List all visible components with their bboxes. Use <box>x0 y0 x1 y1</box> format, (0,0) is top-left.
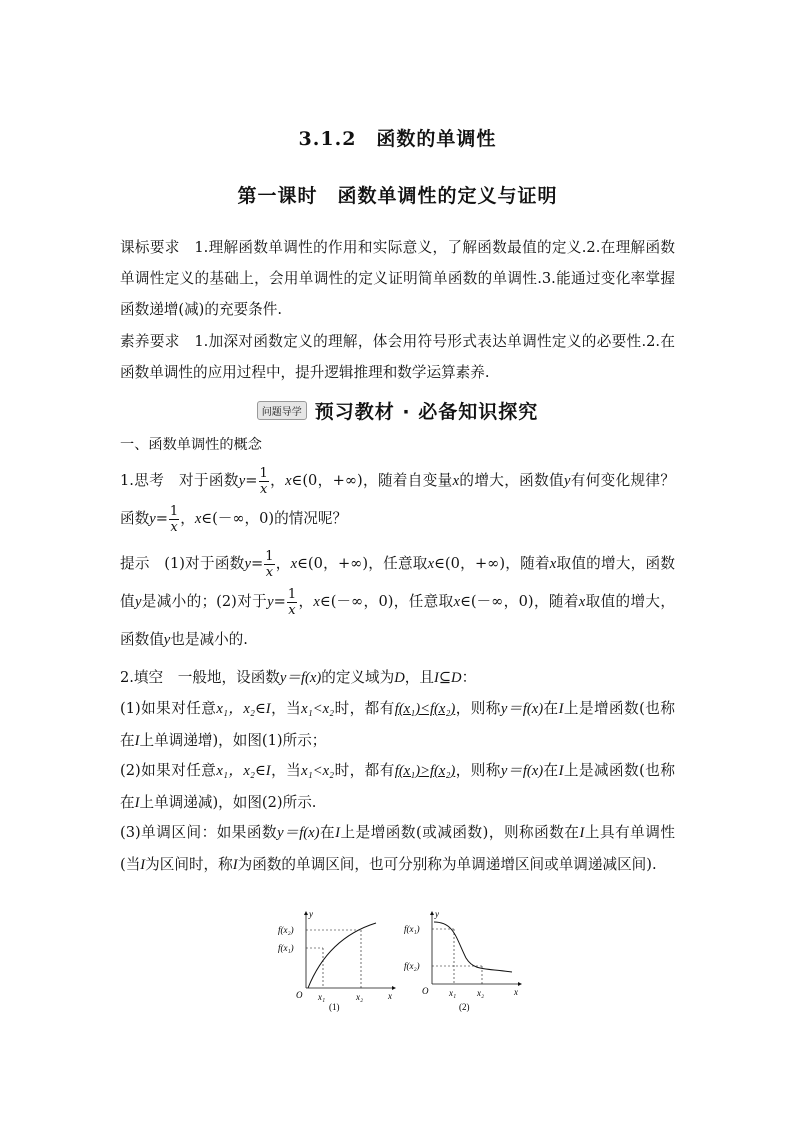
y-axis-arrow <box>430 911 434 915</box>
math: I <box>558 701 564 717</box>
decreasing-condition: f(x₁)>f(x₂) <box>394 763 456 779</box>
y-label: y <box>309 909 313 919</box>
course-requirements <box>120 232 675 325</box>
math: x <box>194 511 202 527</box>
x2-label: x₂ <box>477 988 485 998</box>
text: 上是增函数(或减函数)，则称函数在 <box>339 824 580 841</box>
math: x₁<x₂ <box>301 701 335 717</box>
text: 上是增函数(也称在 <box>120 700 675 749</box>
text: ∈(0，+∞)，随着 <box>434 555 550 572</box>
course-requirements-text: 1.理解函数单调性的作用和实际意义，了解函数最值的定义.2.在理解函数单调性定义的基础上，会用单调性的定义证明简单函数的单调性.3.能通过变化率掌握函数递增(减)的充要条件. <box>120 239 675 318</box>
think-label: 1.思考 <box>120 472 165 489</box>
text: ∈(0，+∞)，任意取 <box>297 555 428 572</box>
math: x₁<x₂ <box>301 763 335 779</box>
text: ∈(－∞，0)，随着 <box>460 593 579 610</box>
text: ： <box>461 669 477 686</box>
text: 在 <box>319 824 336 841</box>
text: 也是减小的. <box>170 631 248 648</box>
math: I <box>134 795 140 811</box>
origin-label: O <box>422 986 429 996</box>
text: ，且 <box>404 669 434 686</box>
text: ，则称 <box>455 762 501 779</box>
text: 是减小的；(2)对于 <box>141 593 268 610</box>
math: x <box>290 556 298 572</box>
math: I <box>579 825 585 841</box>
math: I <box>140 857 146 873</box>
text: 在 <box>543 700 559 717</box>
text: 有何变化规律？函数 <box>120 472 675 527</box>
text: 的增大，函数值 <box>459 472 564 489</box>
literacy-requirements-label: 素养要求 <box>120 333 180 350</box>
section-title: 3.1.2 函数的单调性 <box>298 128 497 150</box>
math: D <box>394 670 405 686</box>
literacy-requirements <box>120 326 675 388</box>
banner-title: 预习教材 · 必备知识探究 <box>314 400 539 423</box>
math: y＝f(x) <box>500 701 544 717</box>
text: 为函数的单调区间，也可分别称为单调递增区间或单调递减区间). <box>237 856 657 873</box>
increasing-definition <box>120 693 675 757</box>
fraction <box>264 550 274 579</box>
x-axis-arrow <box>392 986 396 990</box>
math: x <box>453 594 461 610</box>
fraction <box>259 467 269 496</box>
increasing-curve <box>308 923 376 988</box>
x1-label: x₁ <box>318 992 326 1002</box>
math: y <box>238 473 246 489</box>
monotonic-interval-definition <box>120 817 675 881</box>
math: y＝f(x) <box>277 825 320 841</box>
decreasing-curve <box>434 922 512 972</box>
literacy-requirements-text: 1.加深对函数定义的理解，体会用符号形式表达单调性定义的必要性.2.在函数单调性的应用过程中，提升逻辑推理和数学运算素养. <box>120 333 675 381</box>
math: I <box>335 825 340 841</box>
figure-caption: (1) <box>329 1002 340 1012</box>
text: (1)如果对任意 <box>120 700 217 717</box>
denominator: x <box>265 564 274 580</box>
x-label: x <box>514 987 518 997</box>
text: 上单调递增)，如图(1)所示； <box>139 732 327 749</box>
text: ∈(－∞，0)，任意取 <box>319 593 454 610</box>
fill-label: 2.填空 <box>120 669 164 686</box>
math: I⊆D <box>433 670 462 686</box>
figure-caption: (2) <box>459 1002 470 1012</box>
math: y <box>563 473 571 489</box>
y-axis-arrow <box>304 911 308 915</box>
math: y <box>244 556 252 572</box>
banner-tag: 问题导学 <box>257 401 307 420</box>
course-requirements-label: 课标要求 <box>120 239 180 256</box>
x1-label: x₁ <box>449 988 457 998</box>
x2-label: x₂ <box>356 992 364 1002</box>
text: 取值的增大，函数值 <box>120 555 675 610</box>
text: 时，都有 <box>334 762 395 779</box>
math: = <box>245 472 258 489</box>
fx1-label: f(x₁) <box>404 924 420 934</box>
denominator: x <box>170 519 178 535</box>
math: x <box>285 473 292 489</box>
math: x <box>578 594 586 610</box>
math: I <box>232 857 238 873</box>
fill-paragraph <box>120 662 675 694</box>
math: y＝f(x) <box>279 670 322 686</box>
hint-paragraph: 提示 (1)对于函数y= $\frac{1}{x}$ ，x∈(0，+∞)，任意取x∈(0，+∞)，随着x取值的增大，函数值y是减小的；(2)对于y= $\frac{1}{x}$ ，x∈(－∞，0)，任意取x∈(－∞，0)，随着x取值的增大，函数值y也是减小的. <box>120 548 675 648</box>
numerator: 1 <box>259 465 268 481</box>
text: 在 <box>543 762 559 779</box>
increasing-condition: f(x₁)<f(x₂) <box>394 701 456 717</box>
hint-label: 提示 <box>120 555 150 572</box>
fx1-label: f(x₁) <box>278 943 294 953</box>
math: y <box>134 594 142 610</box>
math: = <box>155 510 168 527</box>
text: ，当 <box>270 762 302 779</box>
decreasing-definition <box>120 755 675 819</box>
fx2-label: f(x₂) <box>404 961 420 971</box>
text: 一般地，设函数 <box>177 669 280 686</box>
text: 对于函数 <box>178 472 239 489</box>
preview-banner <box>120 395 675 425</box>
math: x₁，x₂∈I <box>216 763 271 779</box>
text: 上具有单调性(当 <box>120 824 675 873</box>
text: ，当 <box>270 700 302 717</box>
fraction <box>169 505 179 534</box>
text: 上单调递减)，如图(2)所示. <box>139 794 317 811</box>
text: (2)如果对任意 <box>120 762 217 779</box>
denominator: x <box>259 481 268 497</box>
math: y <box>267 594 274 610</box>
y-label: y <box>435 909 439 919</box>
x-label: x <box>388 991 392 1001</box>
numerator: 1 <box>169 503 179 519</box>
lesson-title: 第一课时 函数单调性的定义与证明 <box>237 185 558 207</box>
math: y＝f(x) <box>500 763 544 779</box>
think-paragraph: 1.思考 对于函数y= $\frac{1}{x}$ ，x∈(0，+∞)，随着自变量x的增大，函数值y有何变化规律？函数y= $\frac{1}{x}$ ，x∈(－∞，0)的情况呢？ <box>120 465 675 535</box>
math: x <box>313 594 320 610</box>
math: = <box>251 555 264 572</box>
math: x₁，x₂∈I <box>216 701 271 717</box>
text: ∈(－∞，0)的情况呢？ <box>201 510 348 527</box>
math: x <box>549 556 557 572</box>
origin-label: O <box>296 990 303 1000</box>
text: 上是减函数(也称在 <box>120 762 675 811</box>
text: 取值的增大，函数值 <box>120 593 675 648</box>
text: 为区间时，称 <box>145 856 233 873</box>
numerator: 1 <box>287 586 297 602</box>
text: ∈(0，+∞)，随着自变量 <box>291 472 453 489</box>
section-heading: 一、函数单调性的概念 <box>120 437 262 453</box>
figure-increasing-function <box>276 908 396 1013</box>
x-axis-arrow <box>518 982 522 986</box>
text: 时，都有 <box>334 700 395 717</box>
math: = <box>273 593 286 610</box>
math: x <box>452 473 460 489</box>
math: y <box>149 511 156 527</box>
text: 的定义域为 <box>321 669 395 686</box>
fx2-label: f(x₂) <box>278 925 294 935</box>
math: I <box>134 733 140 749</box>
text: (1)对于函数 <box>164 555 245 572</box>
denominator: x <box>288 602 296 618</box>
text: (3)单调区间：如果函数 <box>120 824 278 841</box>
fraction <box>287 588 297 617</box>
figure-decreasing-function <box>402 908 522 1013</box>
text: ，则称 <box>455 700 501 717</box>
math: y <box>163 632 171 648</box>
math: I <box>558 763 564 779</box>
math: x <box>427 556 435 572</box>
numerator: 1 <box>265 548 274 564</box>
